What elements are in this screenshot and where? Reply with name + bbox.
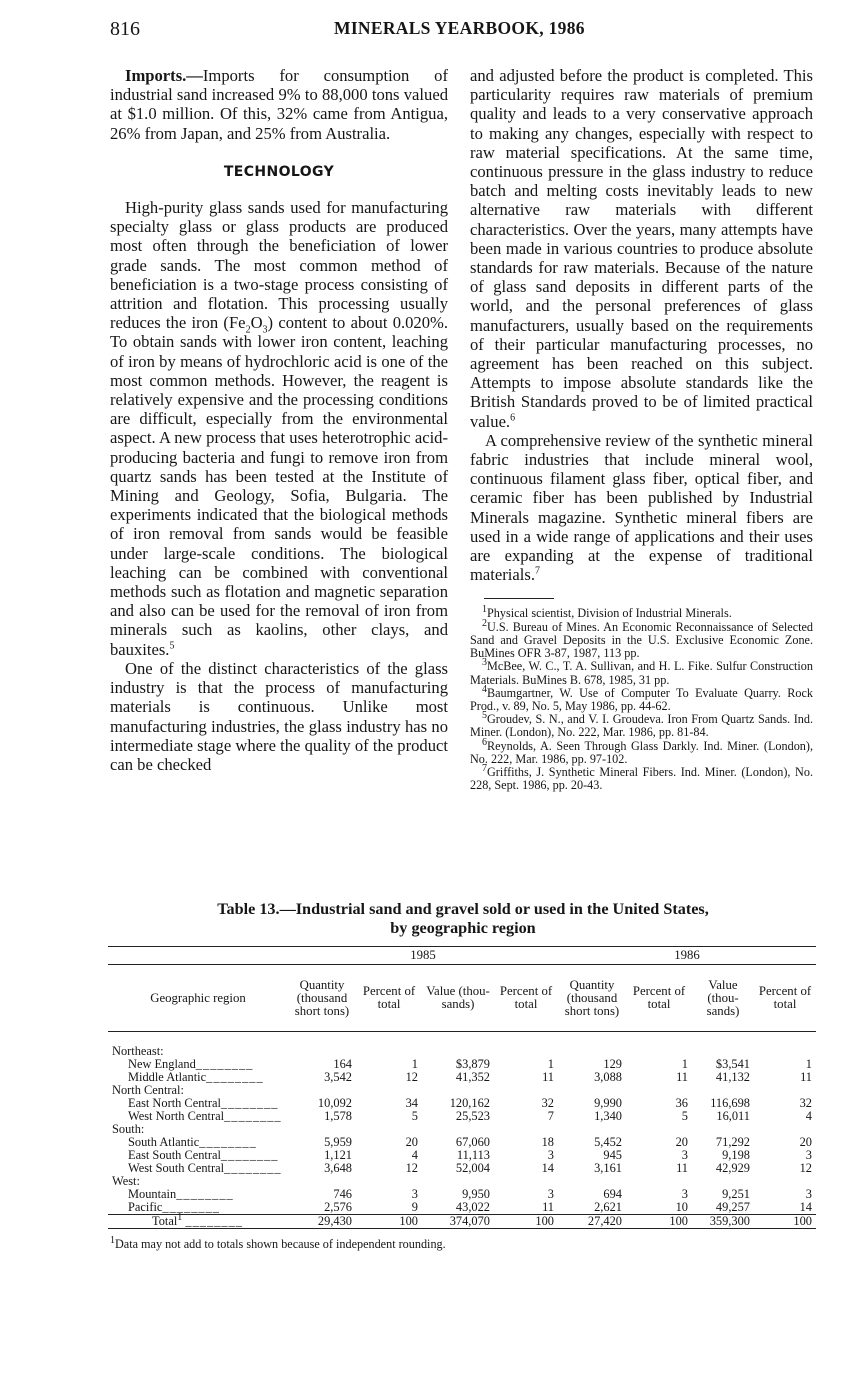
footnote-text: Baumgartner, W. Use of Computer To Evaluate Quarry. Rock Prod., v. 89, No. 5, May 1986, pp. 44-62. [470, 685, 813, 713]
value-1985: 52,004 [455, 1161, 490, 1175]
value-percent-1986: 32 [799, 1096, 812, 1110]
quantity-1986: 945 [603, 1148, 622, 1162]
quantity-1985: 3,542 [324, 1070, 352, 1084]
formula-oxygen: O [250, 313, 263, 333]
percent-1986: 11 [676, 1161, 688, 1175]
total-value-1985: 374,070 [422, 1215, 494, 1229]
value-1986: 9,251 [722, 1187, 750, 1201]
running-title: MINERALS YEARBOOK, 1986 [334, 18, 585, 38]
value-percent-1986: 20 [799, 1135, 812, 1149]
beneficiation-text-2: ) content to about 0.020%. To obtain sands with lower iron content, leaching of iron by means of hydrochloric acid is one of the most common methods. However, the reagent is relatively expensive and the processing conditions are difficult, especially from the environmental aspect. A new process that uses heterotrophic acid-producing bacteria and fungi to remove iron from quartz sands has been tested at the Institute of Mining and Geology, Sofia, Bulgaria. The experiments indicated that the biological methods of iron removal from sands would be feasible under large-scale conditions. The biological leaching can be combined with conventional methods such as flotation and magnetic separation and also can be used for the removal of iron from minerals such as kaolins, other clays, and bauxites. [110, 313, 448, 659]
percent-header: Percent of total [754, 965, 816, 1032]
standards-text: and adjusted before the product is completed. This particularity requires raw materials of premium quality and leads to a very conservative approach to making any changes, especially with respect to raw material specifications. At the same time, continuous pressure in the glass industry to reduce batch and melting costs inevitably leads to new alternative raw materials with different characteristics. Over the years, many attempts have been made in various countries to produce absolute standards for raw materials. Because of the nature of glass sand deposits in different parts of the world, and the personal preferences of glass manufacturers, usually based on the requirements of their particular manufacturing processes, no agreement has been reached on this subject. Attempts to impose absolute standards like the British Standards proved to be of limited practical value. [470, 66, 813, 431]
value-1986: $3,541 [715, 1057, 750, 1071]
footnote-number: 7 [482, 762, 487, 774]
percent-1985: 4 [411, 1148, 418, 1162]
total-quantity-1986: 27,420 [558, 1215, 626, 1229]
footnote-ref-6: 6 [510, 412, 516, 424]
footnote-text: Groudev, S. N., and V. I. Groudeva. Iron From Quartz Sands. Ind. Miner. (London), No. 222, Mar. 1986, pp. 81-84. [470, 712, 813, 740]
quantity-header: Quantity (thousand short tons) [288, 965, 356, 1032]
quantity-1986: 3,161 [594, 1161, 622, 1175]
quantity-1985: 1,578 [324, 1109, 352, 1123]
fiber-review-text: A comprehensive review of the synthetic mineral fabric industries that include mineral wool, continuous filament glass fiber, optical fiber, and ceramic fiber has been published by Industrial Minerals magazine. Synthetic mineral fibers are used in a wide range of applications and their uses are expanding at the expense of traditional materials. [470, 430, 813, 585]
value-percent-1986: 11 [800, 1070, 812, 1084]
region-group-label: South: [112, 1122, 145, 1136]
percent-1985: 34 [405, 1096, 418, 1110]
footnote [470, 683, 813, 713]
value-percent-1985: 3 [547, 1187, 554, 1201]
value-percent-1985: 1 [547, 1057, 554, 1071]
value-percent-1985: 7 [547, 1109, 554, 1123]
percent-1986: 20 [675, 1135, 688, 1149]
percent-1985: 12 [405, 1070, 418, 1084]
footnotes [470, 604, 813, 793]
percent-header: Percent of total [494, 965, 558, 1032]
percent-1986: 10 [675, 1200, 688, 1214]
footnote-number: 4 [482, 683, 487, 695]
footnote-number: 1 [482, 604, 487, 616]
footnote-divider [484, 598, 554, 599]
percent-1985: 12 [405, 1161, 418, 1175]
region-table [108, 946, 816, 1229]
table-footnote-number: 1 [110, 1234, 115, 1246]
total-label: Total$^1$ ________ [108, 1215, 288, 1229]
total-value-percent-1986: 100 [754, 1215, 816, 1229]
footnote-number: 3 [482, 657, 487, 669]
quantity-1985: 5,959 [324, 1135, 352, 1149]
value-header: Value (thou- sands) [422, 965, 494, 1032]
quantity-1986: 5,452 [594, 1135, 622, 1149]
table-row [108, 1201, 816, 1215]
footnote-ref-7: 7 [534, 565, 540, 577]
fiber-review-paragraph [470, 431, 813, 585]
blank-header [108, 947, 288, 965]
value-header: Value (thou- sands) [692, 965, 754, 1032]
percent-1985: 5 [411, 1109, 418, 1123]
quantity-1986: 129 [603, 1057, 622, 1071]
footnote-text: Griffiths, J. Synthetic Mineral Fibers. Ind. Miner. (London), No. 228, Sept. 1986, pp. 20-43. [470, 764, 813, 793]
value-1985: $3,879 [455, 1057, 490, 1071]
table-13 [108, 900, 818, 1252]
region-label: Pacific________ [128, 1200, 220, 1214]
value-1986: 9,198 [722, 1148, 750, 1162]
value-percent-1985: 3 [547, 1148, 554, 1162]
value-percent-1985: 32 [541, 1096, 554, 1110]
imports-run-in-heading: Imports.— [125, 66, 203, 85]
region-label: East South Central________ [128, 1148, 279, 1162]
quantity-1985: 3,648 [324, 1161, 352, 1175]
table-row [108, 1071, 816, 1084]
value-1985: 67,060 [455, 1135, 490, 1149]
formula-subscript-2: 2 [245, 324, 251, 336]
footnote-text: McBee, W. C., T. A. Sullivan, and H. L. Fike. Sulfur Construction Materials. BuMines B. 678, 1985, 31 pp. [470, 659, 813, 687]
region-label: Mountain________ [128, 1187, 234, 1201]
total-percent-1985: 100 [356, 1215, 422, 1229]
percent-1986: 11 [676, 1070, 688, 1084]
quantity-1986: 694 [603, 1187, 622, 1201]
year-1986-header: 1986 [558, 947, 816, 965]
quantity-1985: 1,121 [324, 1148, 352, 1162]
quantity-1985: 746 [333, 1187, 352, 1201]
value-percent-1986: 3 [805, 1187, 812, 1201]
right-column [470, 66, 813, 792]
column-header-row [108, 965, 816, 1032]
value-1986: 42,929 [715, 1161, 750, 1175]
table-row [108, 1110, 816, 1123]
value-percent-1985: 14 [541, 1161, 554, 1175]
quantity-1985: 10,092 [317, 1096, 352, 1110]
percent-1986: 3 [681, 1187, 688, 1201]
standards-paragraph [470, 66, 813, 431]
percent-1986: 3 [681, 1148, 688, 1162]
footnote [470, 710, 813, 740]
year-1985-header: 1985 [288, 947, 558, 965]
percent-1985: 3 [411, 1187, 418, 1201]
percent-header: Percent of total [626, 965, 692, 1032]
region-header: Geographic region [108, 965, 288, 1032]
value-1985: 41,352 [455, 1070, 490, 1084]
value-percent-1986: 14 [799, 1200, 812, 1214]
footnote [470, 617, 813, 661]
region-label: New England________ [128, 1057, 254, 1071]
value-1986: 71,292 [715, 1135, 750, 1149]
technology-heading: TECHNOLOGY [223, 163, 335, 180]
footnote-text: Physical scientist, Division of Industrial Minerals. [487, 606, 732, 621]
percent-1986: 1 [681, 1057, 688, 1071]
value-1986: 116,698 [710, 1096, 750, 1110]
footnote-number: 6 [482, 736, 487, 748]
table-body [108, 1032, 816, 1229]
value-percent-1985: 11 [542, 1200, 554, 1214]
value-percent-1986: 1 [805, 1057, 812, 1071]
page-number: 816 [110, 18, 140, 40]
left-column [110, 66, 448, 774]
formula-subscript-3: 3 [262, 324, 268, 336]
footnote [470, 762, 813, 793]
table-row [108, 1162, 816, 1175]
quantity-1986: 1,340 [594, 1109, 622, 1123]
value-percent-1986: 3 [805, 1148, 812, 1162]
imports-paragraph [110, 66, 448, 143]
footnote [470, 736, 813, 766]
value-1985: 11,113 [456, 1148, 490, 1162]
total-value-percent-1985: 100 [494, 1215, 558, 1229]
percent-1985: 20 [405, 1135, 418, 1149]
region-label: South Atlantic________ [128, 1135, 257, 1149]
table-title [108, 900, 818, 938]
region-label: East North Central________ [128, 1096, 279, 1110]
table-footnote [108, 1234, 818, 1252]
footnote-text: Reynolds, A. Seen Through Glass Darkly. Ind. Miner. (London), No. 222, Mar. 1986, pp. 97-102. [470, 738, 813, 766]
footnote-number: 2 [482, 617, 487, 629]
value-1985: 43,022 [455, 1200, 490, 1214]
value-1986: 41,132 [715, 1070, 750, 1084]
percent-1986: 5 [681, 1109, 688, 1123]
table-title-line-2: by geographic region [390, 919, 536, 937]
value-percent-1985: 18 [541, 1135, 554, 1149]
value-1985: 25,523 [455, 1109, 490, 1123]
region-group-label: West: [112, 1174, 140, 1188]
quantity-1985: 2,576 [324, 1200, 352, 1214]
value-1985: 120,162 [449, 1096, 490, 1110]
footnote-number: 5 [482, 710, 487, 722]
value-1986: 16,011 [716, 1109, 750, 1123]
beneficiation-text-1: High-purity glass sands used for manufacturing specialty glass or glass products are produced most often through the beneficiation of lower grade sands. The most common method of beneficiation is a two-stage process consisting of attrition and flotation. This processing usually reduces the iron (Fe [110, 198, 448, 333]
total-row [108, 1215, 816, 1229]
year-header-row [108, 947, 816, 965]
quantity-1985: 164 [333, 1057, 352, 1071]
value-percent-1986: 4 [805, 1109, 812, 1123]
quantity-1986: 3,088 [594, 1070, 622, 1084]
page-header [0, 18, 848, 48]
value-percent-1986: 12 [799, 1161, 812, 1175]
region-label: West South Central________ [128, 1161, 282, 1175]
region-label: West North Central________ [128, 1109, 282, 1123]
percent-1985: 9 [411, 1200, 418, 1214]
table-footnote-text: Data may not add to totals shown because of independent rounding. [115, 1237, 446, 1251]
total-percent-1986: 100 [626, 1215, 692, 1229]
region-label: Middle Atlantic________ [128, 1070, 264, 1084]
total-quantity-1985: 29,430 [288, 1215, 356, 1229]
percent-1985: 1 [411, 1057, 418, 1071]
value-1986: 49,257 [715, 1200, 750, 1214]
imports-text: Imports for consumption of industrial sand increased 9% to 88,000 tons valued at $1.0 million. Of this, 32% came from Antigua, 26% from Japan, and 25% from Australia. [110, 66, 448, 143]
table-title-line-1: Table 13.—Industrial sand and gravel sold or used in the United States, [217, 900, 709, 918]
beneficiation-paragraph [110, 198, 448, 659]
glass-industry-paragraph: One of the distinct characteristics of the glass industry is that the process of manufacturing materials is continuous. Unlike most manufacturing industries, the glass industry has no intermediate stage where the quality of the product can be checked [110, 658, 448, 774]
quantity-1986: 2,621 [594, 1200, 622, 1214]
percent-header: Percent of total [356, 965, 422, 1032]
region-group-label: North Central: [112, 1083, 184, 1097]
region-group-label: Northeast: [112, 1044, 164, 1058]
value-1985: 9,950 [462, 1187, 490, 1201]
quantity-header: Quantity (thousand short tons) [558, 965, 626, 1032]
quantity-1986: 9,990 [594, 1096, 622, 1110]
footnote [470, 657, 813, 687]
percent-1986: 36 [675, 1096, 688, 1110]
total-value-1986: 359,300 [692, 1215, 754, 1229]
value-percent-1985: 11 [542, 1070, 554, 1084]
footnote-ref-5: 5 [169, 640, 175, 652]
footnote-text: U.S. Bureau of Mines. An Economic Reconnaissance of Selected Sand and Gravel Deposits in the U.S. Exclusive Economic Zone. BuMines OFR 3-87, 1987, 113 pp. [470, 619, 813, 661]
